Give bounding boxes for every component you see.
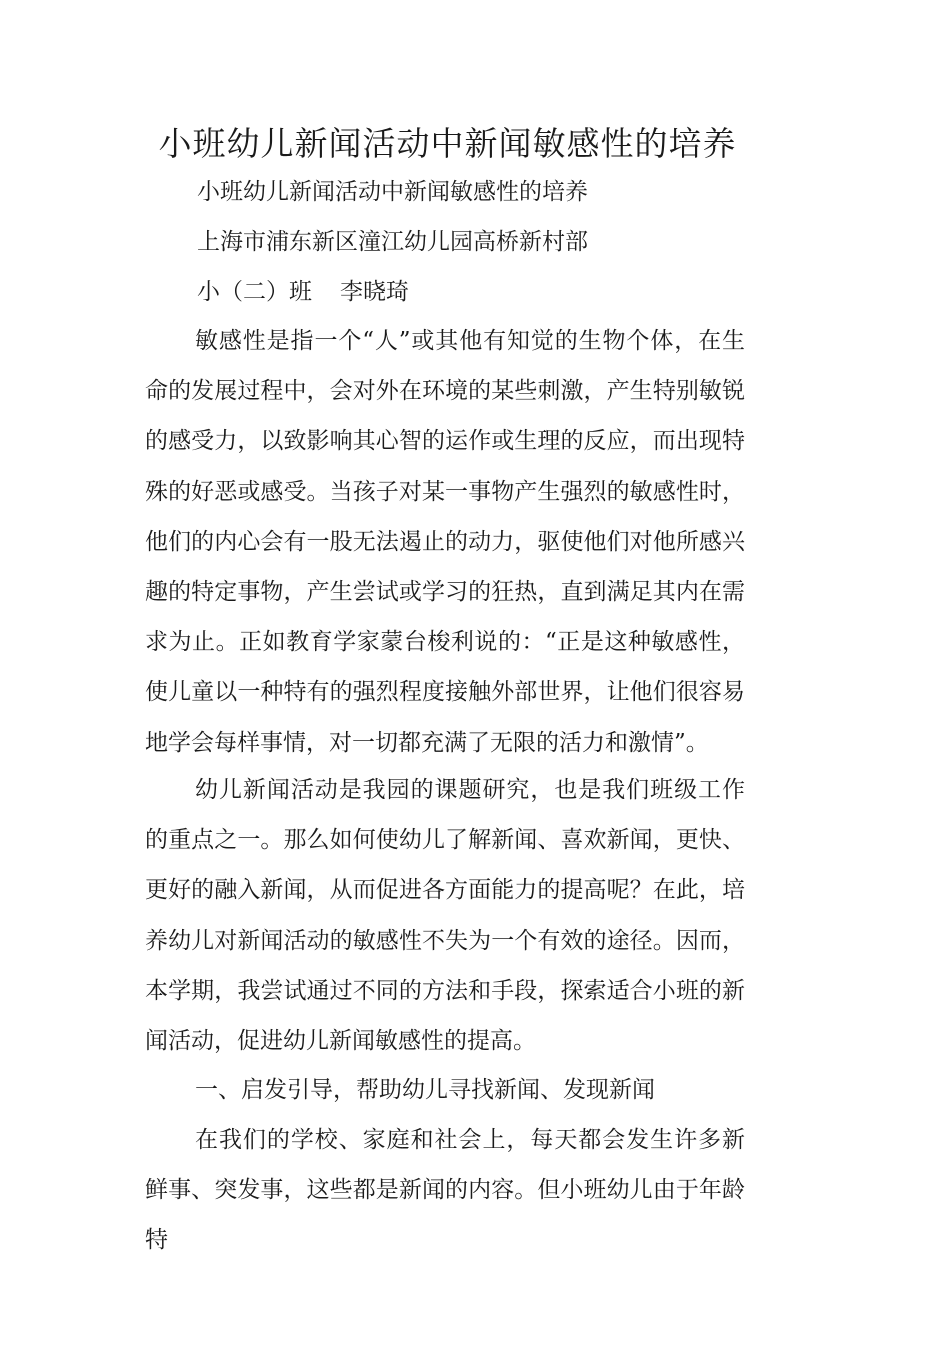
body-paragraph-3: 在我们的学校、家庭和社会上，每天都会发生许多新鲜事、突发事，这些都是新闻的内容。但小班幼儿由于年龄特 bbox=[145, 1127, 745, 1254]
section-heading-1: 一、启发引导，帮助幼儿寻找新闻、发现新闻 bbox=[195, 1077, 655, 1103]
author-class: 小（二）班 bbox=[197, 279, 312, 305]
body-paragraph-2: 幼儿新闻活动是我园的课题研究，也是我们班级工作的重点之一。那么如何使幼儿了解新闻、喜欢新闻，更快、更好的融入新闻，从而促进各方面能力的提高呢？在此，培养幼儿对新闻活动的敏感性不失为一个有效的途径。因而，本学期，我尝试通过不同的方法和手段，探索适合小班的新闻活动，促进幼儿新闻敏感性的提高。 bbox=[145, 777, 745, 1055]
author-name: 李晓琦 bbox=[340, 279, 409, 305]
document-subtitle: 小班幼儿新闻活动中新闻敏感性的培养 bbox=[197, 179, 588, 205]
body-paragraph-1: 敏感性是指一个“人”或其他有知觉的生物个体，在生命的发展过程中，会对外在环境的某些刺激，产生特别敏锐的感受力，以致影响其心智的运作或生理的反应，而出现特殊的好恶或感受。当孩子对某一事物产生强烈的敏感性时，他们的内心会有一股无法遏止的动力，驱使他们对他所感兴趣的特定事物，产生尝试或学习的狂热，直到满足其内在需求为止。正如教育学家蒙台梭利说的：“正是这种敏感性，使儿童以一种特有的强烈程度接触外部世界，让他们很容易地学会每样事情，对一切都充满了无限的活力和激情”。 bbox=[145, 328, 745, 756]
document-title: 小班幼儿新闻活动中新闻敏感性的培养 bbox=[158, 124, 737, 163]
school-name: 上海市浦东新区潼江幼儿园高桥新村部 bbox=[197, 229, 588, 255]
author-line bbox=[197, 275, 409, 309]
